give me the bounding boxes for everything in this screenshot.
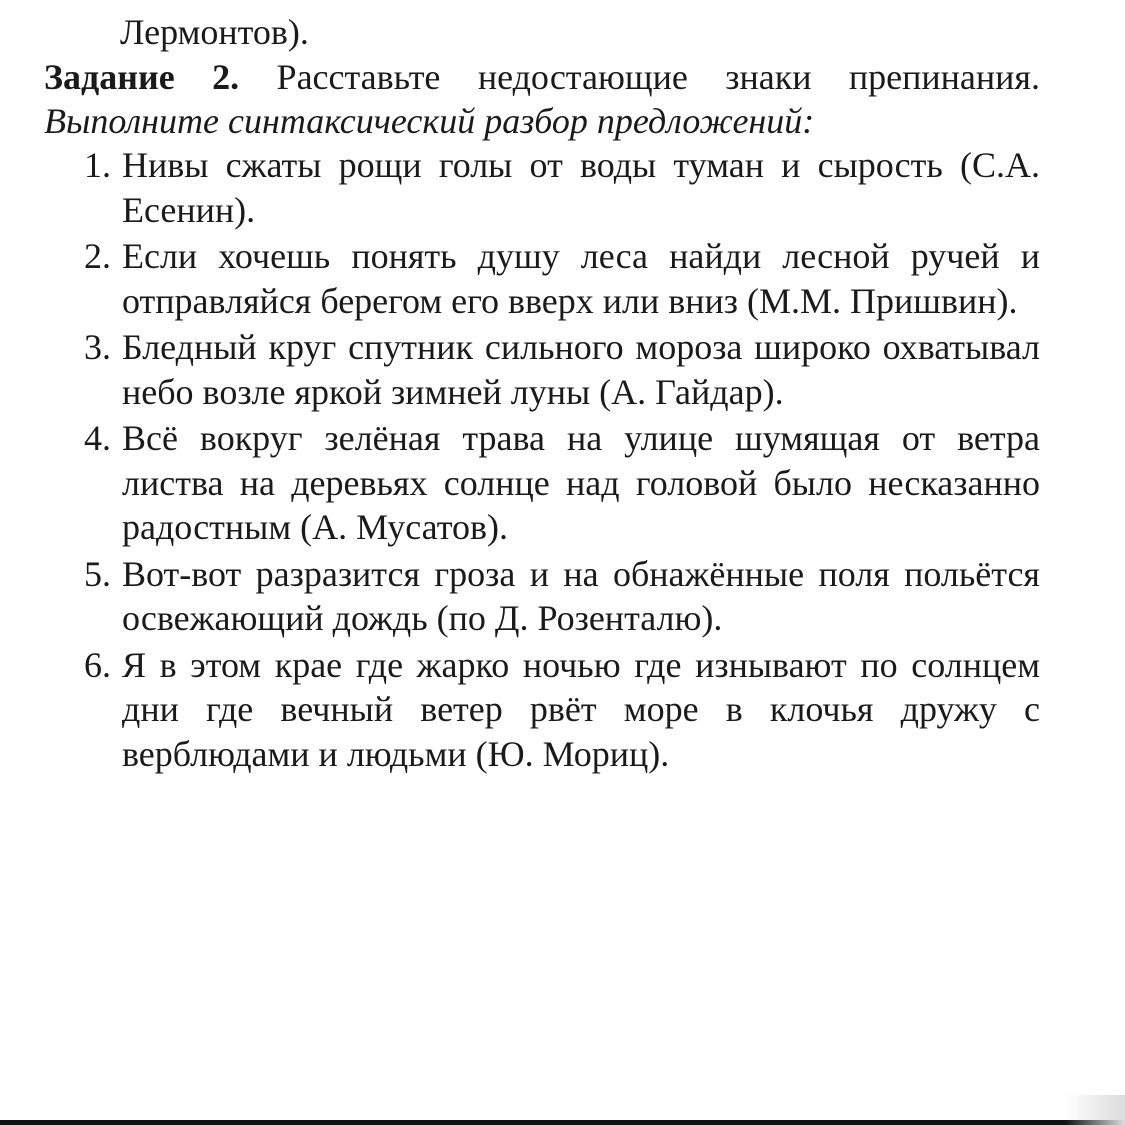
item-number: 5.: [84, 553, 111, 594]
item-number: 3.: [84, 327, 111, 367]
list-item: [84, 143, 1040, 232]
page-curl-shadow: [1065, 1095, 1125, 1125]
task-instruction: Выполните синтаксический разбор предложений:: [44, 101, 815, 141]
item-text: Если хочешь понять душу леса найди лесной ручей и отправляйся берегом его вверх или вниз (М.М. Пришвин).: [122, 236, 1040, 321]
sentence-list: [84, 143, 1040, 778]
item-number: 2.: [84, 236, 111, 276]
list-item: [84, 234, 1040, 323]
list-item: [84, 643, 1040, 777]
item-number: 6.: [84, 644, 111, 685]
task-heading: [44, 55, 1040, 99]
item-text: Бледный круг спутник сильного мороза широко охватывал небо возле яркой зимней луны (А. Гайдар).: [122, 327, 1040, 412]
item-number: 1.: [84, 145, 111, 185]
task-text: Расставьте недостающие знаки препинания.: [276, 57, 1040, 97]
previous-task-ending: Лермонтов).: [120, 12, 309, 52]
item-text: Нивы сжаты рощи голы от воды туман и сырость (С.А. Есенин).: [122, 145, 1040, 230]
item-text: Вот-вот разразится гроза и на обнажённые поля польётся освежающий дождь (по Д. Розенталю).: [122, 553, 1040, 638]
list-item: [84, 325, 1040, 414]
task-label: Задание 2.: [44, 57, 240, 97]
list-item: [84, 416, 1040, 550]
list-item: [84, 552, 1040, 641]
item-text: Я в этом крае где жарко ночью где изнывают по солнцем дни где вечный ветер рвёт море в клочья дружу с верблюдами и людьми (Ю. Мориц).: [122, 644, 1040, 774]
item-text: Всё вокруг зелёная трава на улице шумящая от ветра листва на деревьях солнце над головой было несказанно радостным (А. Мусатов).: [122, 418, 1040, 547]
item-number: 4.: [84, 418, 111, 458]
bottom-divider: [0, 1120, 1125, 1125]
